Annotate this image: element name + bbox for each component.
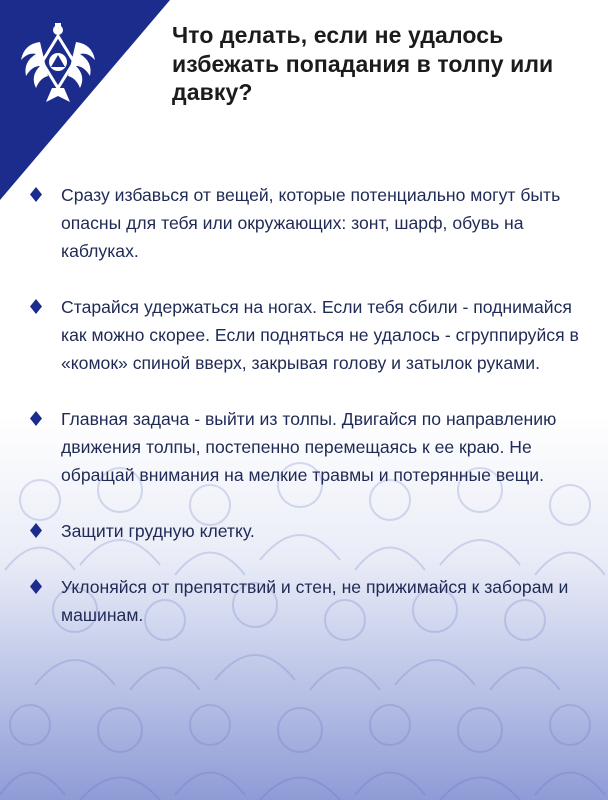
- list-item: [30, 405, 590, 489]
- diamond-bullet-icon: [30, 299, 42, 314]
- list-item: [30, 181, 590, 265]
- diamond-bullet-icon: [30, 579, 42, 594]
- list-item: [30, 573, 590, 629]
- tip-text: Сразу избавься от вещей, которые потенциально могут быть опасны для тебя или окружающих: зонт, шарф, обувь на каблуках.: [61, 185, 561, 261]
- tip-text: Старайся удержаться на ногах. Если тебя сбили - поднимайся как можно скорее. Если подняться не удалось - сгруппируйся в «комок» спиной вверх, закрывая голову и затылок руками.: [61, 297, 579, 373]
- emergency-ministry-emblem-icon: [18, 22, 98, 104]
- diamond-bullet-icon: [30, 187, 42, 202]
- tip-text: Уклоняйся от препятствий и стен, не прижимайся к заборам и машинам.: [61, 577, 569, 625]
- tips-list: [30, 181, 590, 629]
- page-title: Что делать, если не удалось избежать попадания в толпу или давку?: [172, 22, 554, 105]
- diamond-bullet-icon: [30, 411, 42, 426]
- tip-text: Главная задача - выйти из толпы. Двигайся по направлению движения толпы, постепенно перемещаясь к ее краю. Не обращай внимания на мелкие травмы и потерянные вещи.: [61, 409, 557, 485]
- list-item: [30, 517, 590, 545]
- list-item: [30, 293, 590, 377]
- diamond-bullet-icon: [30, 523, 42, 538]
- tip-text: Защити грудную клетку.: [61, 521, 255, 541]
